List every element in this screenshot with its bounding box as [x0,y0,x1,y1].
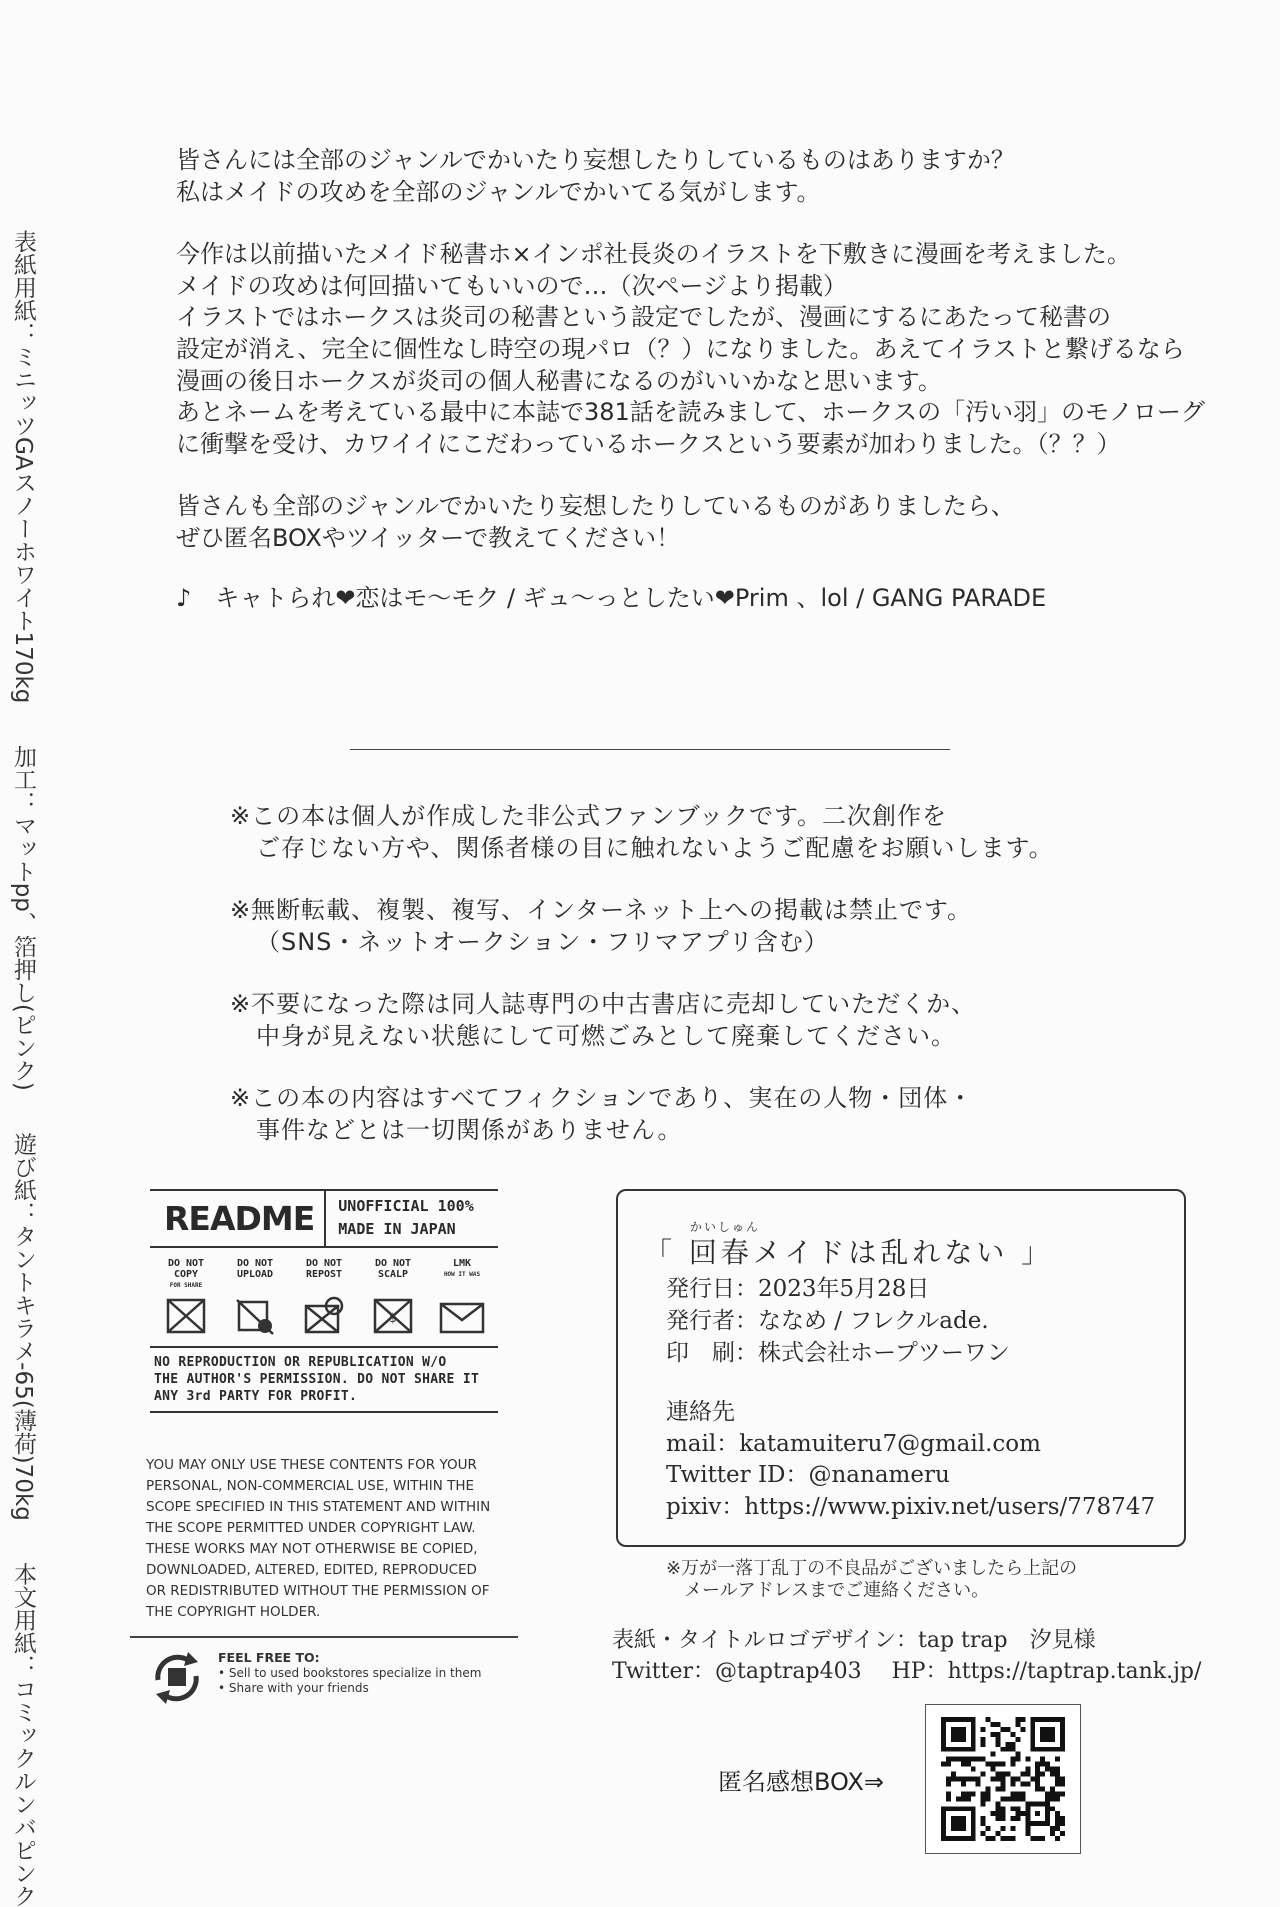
notices [230,800,1054,1176]
spec-finish: 加工：マットpp、箔押し(ピンク) [10,744,36,1091]
afterword-para-2: 今作は以前描いたメイド秘書ホ×インポ社長炎のイラストを下敷きに漫画を考えました。 メイドの攻めは何回描いてもいいので…（次ページより掲載） イラストではホークスは炎司の秘書という設定でしたが、漫画にするにあたって秘書の 設定が消え、完全に個性なし時空の現パロ（？）になりました。あえてイラストと繋げるなら 漫画の後日ホークスが炎司の個人秘書になるのがいいかなと思います。 あとネームを考えている最中に本誌で381話を読みまして、ホークスの「汚い羽」のモノローグ に衝撃を受け、カワイイにこだわっているホークスという要素が加わりました。（？？） [176,240,1205,458]
contact-pixiv: pixiv：https://www.pixiv.net/users/778747 [666,1493,1156,1520]
anonymous-box-label: 匿名感想BOX⇒ [718,1768,884,1796]
spec-cover: 表紙用紙：ミニッツGAスノーホワイト170kg [10,230,36,704]
publisher: 発行者：ななめ / フレクルade. [666,1308,989,1334]
title-ruby: かいしゅん [690,1220,761,1234]
feel-free-item: • Sell to used bookstores specialize in them [218,1666,482,1680]
printer: 印 刷：株式会社ホープツーワン [666,1340,1010,1366]
defect-note: ※万が一落丁乱丁の不良品がございましたら上記の メールアドレスまでご連絡ください。 [666,1558,1078,1601]
spec-body: 本文用紙：コミックルンバピンク [10,1562,36,1907]
notice-item: ※この本の内容はすべてフィクションであり、実在の人物・団体・ 事件などとは一切関係がありません。 [230,1084,974,1144]
afterword-para-3: 皆さんも全部のジャンルでかいたり妄想したりしているものがありましたら、 ぜひ匿名BOXやツイッターで教えてください！ [176,492,1015,552]
contact-twitter: Twitter ID：@nanameru [666,1462,950,1488]
notice-item: ※不要になった際は同人誌専門の中古書店に売却していただくか、 中身が見えない状態にして可燃ごみとして廃棄してください。 [230,990,977,1050]
rule-no-scalp: DO NOT SCALP $ [363,1258,423,1336]
rule-no-upload: DO NOT UPLOAD [225,1258,285,1336]
notice-item: ※無断転載、複製、複写、インターネット上への掲載は禁止です。 （SNS・ネットオークション・フリマアプリ含む） [230,896,973,956]
readme-header [150,1189,498,1248]
book-title: 「 回春メイドは乱れない 」 [644,1236,1054,1269]
contact-mail: mail：katamuiteru7@gmail.com [666,1430,1041,1457]
license-text: YOU MAY ONLY USE THESE CONTENTS FOR YOUR PERSONAL, NON-COMMERCIAL USE, WITHIN THE SCOPE SPECIFIED IN THIS STATEMENT AND WITHIN THE SCOPE PERMITTED UNDER COPYRIGHT LAW. THESE WORKS MAY NOT OTHERWISE BE COPIED, DOWNLOADED, ALTERED, EDITED, REPRODUCED OR REDISTRIBUTED WITHOUT THE PERMISSION OF THE COPYRIGHT HOLDER. [146,1457,491,1620]
rule-no-repost: DO NOT REPOST [294,1258,354,1336]
publication-info [666,1273,1010,1369]
recycle-book-icon [148,1650,206,1704]
rule-lmk: LMK HOW IT WAS [432,1258,492,1336]
design-credit-line: 表紙・タイトルロゴデザイン：tap trap 汐見様 [612,1628,1096,1653]
designer-hp: HP：https://taptrap.tank.jp/ [891,1659,1202,1684]
readme-block [150,1189,498,1413]
design-credits [612,1625,1201,1687]
spec-endpaper: 遊び紙：タントキラメ-65(薄荷)70kg [10,1132,36,1521]
no-copy-icon [164,1296,208,1336]
feel-free-item: • Share with your friends [218,1681,369,1695]
divider [350,749,950,750]
afterword-para-1: 皆さんには全部のジャンルでかいたり妄想したりしているものはありますか？ 私はメイドの攻めを全部のジャンルでかいてる気がします。 [176,146,1015,206]
readme-title: README [150,1191,326,1246]
publish-date: 発行日：2023年5月28日 [666,1276,930,1302]
qr-code[interactable] [925,1704,1081,1854]
readme-icons [150,1258,498,1336]
rule-no-copy: DO NOT COPY FOR SHARE [156,1258,216,1336]
contact-label: 連絡先 [666,1399,735,1425]
music-credit: ♪ キャトられ❤恋はモ〜モク / ギュ〜っとしたい❤Prim 、lol / GANG PARADE [176,584,1047,612]
notice-item: ※この本は個人が作成した非公式ファンブックです。二次創作を ご存じない方や、関係者様の目に触れないようご配慮をお願いします。 [230,802,1054,862]
no-upload-icon [233,1296,277,1336]
colophon-box [616,1189,1186,1547]
no-repost-icon [302,1296,346,1336]
designer-twitter: Twitter：@taptrap403 [612,1659,862,1684]
svg-text:$: $ [389,1311,397,1325]
letter-icon [438,1296,486,1336]
feel-free-title: FEEL FREE TO: [218,1650,320,1665]
license-divider [130,1636,518,1638]
paper-spec-vertical [8,230,38,1907]
afterword [176,145,1205,586]
feel-free-block [148,1650,481,1704]
readme-notice: NO REPRODUCTION OR REPUBLICATION W/O THE AUTHOR'S PERMISSION. DO NOT SHARE IT ANY 3rd PARTY FOR PROFIT. [150,1346,498,1413]
no-scalp-icon [371,1296,415,1336]
readme-badge: UNOFFICIAL 100% MADE IN JAPAN [338,1197,474,1238]
contact-info [666,1397,1155,1523]
